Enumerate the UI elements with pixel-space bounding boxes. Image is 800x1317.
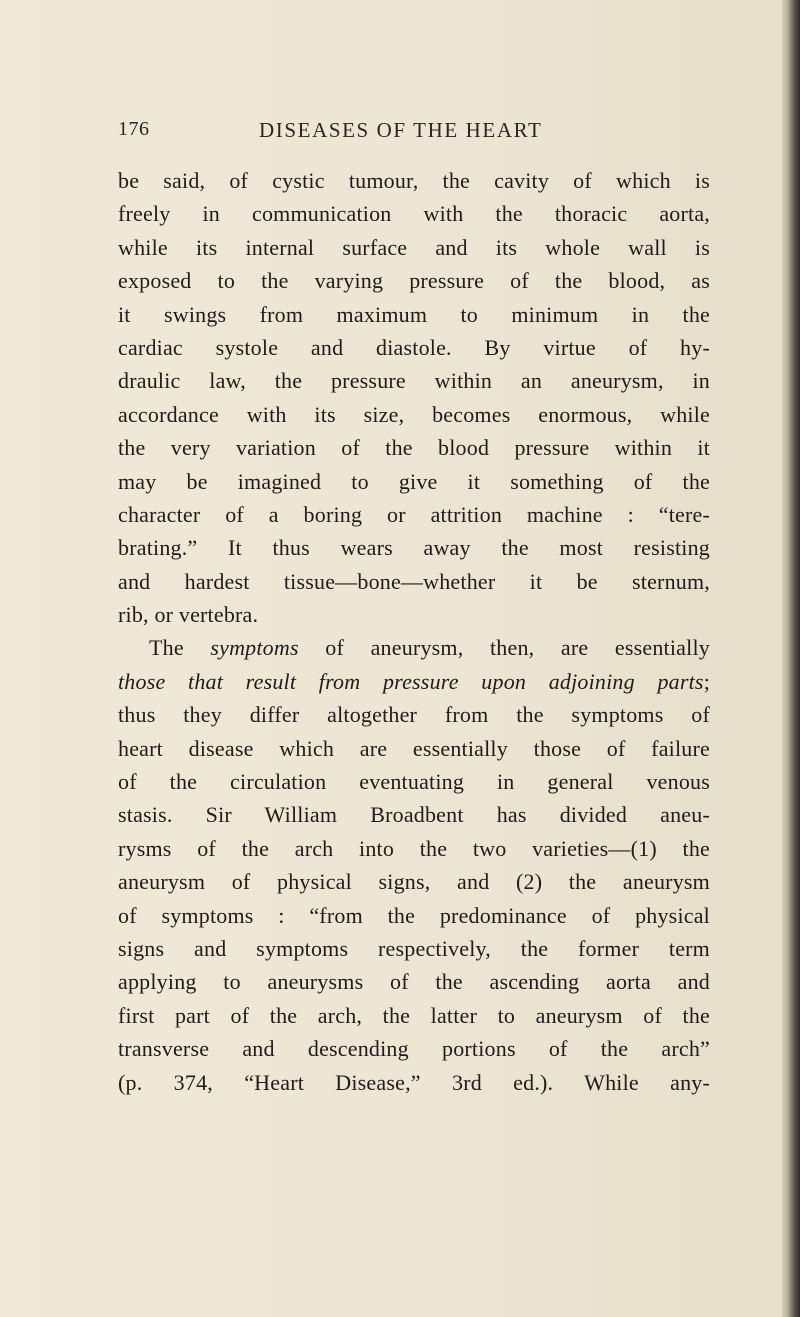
paragraph-start-line (118, 631, 710, 664)
page-number: 176 (118, 118, 150, 140)
text-line: of the circulation eventuating in general venous (118, 769, 710, 795)
text-line: brating.” It thus wears away the most resisting (118, 535, 710, 561)
text-line: rysms of the arch into the two varieties—(1) the (118, 835, 710, 861)
text-line: (p. 374, “Heart Disease,” 3rd ed.). While any- (118, 1069, 710, 1095)
text-line: rib, or vertebra. (118, 602, 259, 628)
emphasis-line (118, 665, 710, 698)
text-line: draulic law, the pressure within an aneurysm, in (118, 368, 710, 394)
text-line: freely in communication with the thoracic aorta, (118, 201, 710, 227)
text-line: may be imagined to give it something of the (118, 468, 710, 494)
text-line: aneurysm of physical signs, and (2) the aneurysm (118, 869, 710, 895)
text-line: it swings from maximum to minimum in the (118, 301, 710, 327)
text-line: while its internal surface and its whole wall is (118, 234, 710, 260)
text-segment: The (149, 635, 211, 661)
text-line: accordance with its size, becomes enormous, while (118, 401, 710, 427)
page-edge-shadow (782, 0, 800, 1317)
text-line: of symptoms : “from the predominance of physical (118, 902, 710, 928)
text-line: be said, of cystic tumour, the cavity of which is (118, 168, 710, 193)
body-text (118, 164, 710, 1099)
emphasis-phrase: those that result from pressure upon adjoining parts (118, 668, 704, 694)
text-line: and hardest tissue—bone—whether it be sternum, (118, 568, 710, 594)
text-line: thus they differ altogether from the symptoms of (118, 702, 710, 728)
text-line: exposed to the varying pressure of the blood, as (118, 268, 710, 294)
text-line: stasis. Sir William Broadbent has divided aneu- (118, 802, 710, 828)
text-line: applying to aneurysms of the ascending aorta and (118, 969, 710, 995)
running-title: DISEASES OF THE HEART (259, 118, 543, 142)
text-line: signs and symptoms respectively, the former term (118, 935, 710, 961)
text-line: heart disease which are essentially those of failure (118, 735, 710, 761)
text-line: first part of the arch, the latter to aneurysm of the (118, 1002, 710, 1028)
page-header (118, 118, 718, 146)
text-line: character of a boring or attrition machine : “tere- (118, 501, 710, 527)
text-segment: of aneurysm, then, are essentially (298, 635, 710, 661)
text-line: transverse and descending portions of the arch” (118, 1036, 710, 1062)
text-line: cardiac systole and diastole. By virtue of hy- (118, 334, 710, 360)
emphasis-symptoms: symptoms (210, 635, 299, 661)
text-line: the very variation of the blood pressure within it (118, 435, 710, 461)
text-segment: ; (703, 668, 710, 694)
